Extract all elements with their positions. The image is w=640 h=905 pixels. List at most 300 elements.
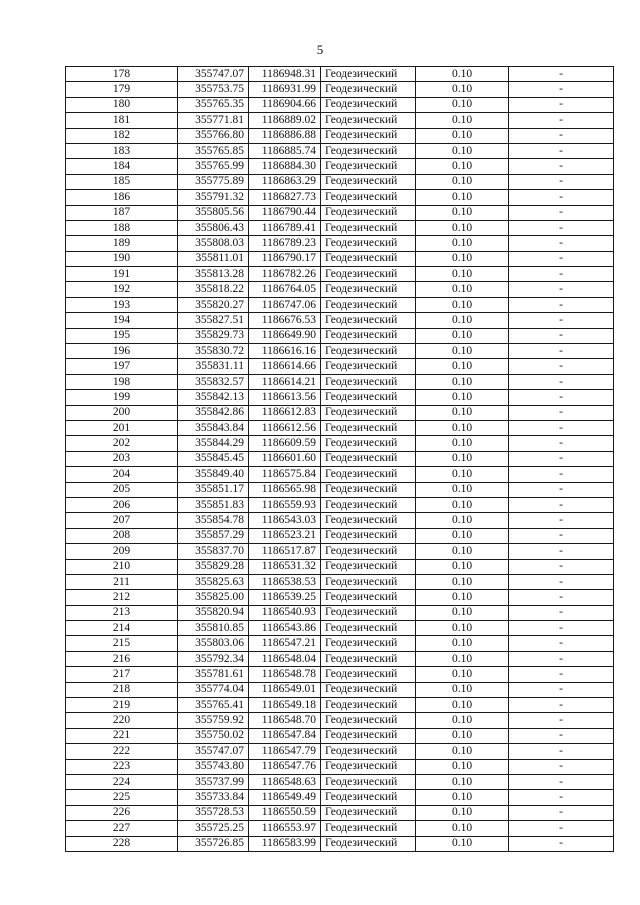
point-number-cell: 207 (66, 513, 178, 528)
table-row (66, 528, 614, 543)
coordinate-y-cell: 1186649.90 (249, 328, 321, 343)
method-cell: Геодезический (321, 574, 416, 589)
accuracy-cell: 0.10 (416, 451, 509, 466)
coordinate-x-cell: 355750.02 (178, 728, 249, 743)
point-number-cell: 191 (66, 267, 178, 282)
coordinate-y-cell: 1186538.53 (249, 574, 321, 589)
coordinate-x-cell: 355851.83 (178, 497, 249, 512)
note-cell: - (509, 405, 614, 420)
accuracy-cell: 0.10 (416, 282, 509, 297)
point-number-cell: 208 (66, 528, 178, 543)
note-cell: - (509, 821, 614, 836)
method-cell: Геодезический (321, 744, 416, 759)
coordinate-x-cell: 355737.99 (178, 774, 249, 789)
note-cell: - (509, 651, 614, 666)
accuracy-cell: 0.10 (416, 636, 509, 651)
coordinate-x-cell: 355845.45 (178, 451, 249, 466)
coordinate-x-cell: 355842.86 (178, 405, 249, 420)
coordinate-y-cell: 1186612.56 (249, 420, 321, 435)
coordinate-y-cell: 1186565.98 (249, 482, 321, 497)
accuracy-cell: 0.10 (416, 328, 509, 343)
table-row (66, 544, 614, 559)
table-row (66, 805, 614, 820)
point-number-cell: 226 (66, 805, 178, 820)
note-cell: - (509, 805, 614, 820)
point-number-cell: 203 (66, 451, 178, 466)
point-number-cell: 189 (66, 236, 178, 251)
coordinate-x-cell: 355766.80 (178, 128, 249, 143)
method-cell: Геодезический (321, 390, 416, 405)
note-cell: - (509, 97, 614, 112)
method-cell: Геодезический (321, 267, 416, 282)
point-number-cell: 199 (66, 390, 178, 405)
note-cell: - (509, 528, 614, 543)
table-row (66, 220, 614, 235)
accuracy-cell: 0.10 (416, 528, 509, 543)
note-cell: - (509, 205, 614, 220)
accuracy-cell: 0.10 (416, 82, 509, 97)
note-cell: - (509, 344, 614, 359)
coordinate-x-cell: 355810.85 (178, 621, 249, 636)
point-number-cell: 185 (66, 174, 178, 189)
point-number-cell: 219 (66, 698, 178, 713)
point-number-cell: 225 (66, 790, 178, 805)
table-row (66, 667, 614, 682)
coordinate-y-cell: 1186548.04 (249, 651, 321, 666)
accuracy-cell: 0.10 (416, 159, 509, 174)
point-number-cell: 179 (66, 82, 178, 97)
point-number-cell: 221 (66, 728, 178, 743)
coordinates-table (65, 66, 614, 852)
method-cell: Геодезический (321, 174, 416, 189)
accuracy-cell: 0.10 (416, 805, 509, 820)
accuracy-cell: 0.10 (416, 128, 509, 143)
coordinate-x-cell: 355825.63 (178, 574, 249, 589)
coordinate-y-cell: 1186543.03 (249, 513, 321, 528)
note-cell: - (509, 359, 614, 374)
coordinate-x-cell: 355726.85 (178, 836, 249, 851)
coordinate-y-cell: 1186614.66 (249, 359, 321, 374)
accuracy-cell: 0.10 (416, 513, 509, 528)
coordinate-x-cell: 355765.41 (178, 698, 249, 713)
table-row (66, 482, 614, 497)
accuracy-cell: 0.10 (416, 143, 509, 158)
method-cell: Геодезический (321, 636, 416, 651)
accuracy-cell: 0.10 (416, 467, 509, 482)
note-cell: - (509, 67, 614, 82)
table-row (66, 605, 614, 620)
method-cell: Геодезический (321, 559, 416, 574)
coordinate-x-cell: 355747.07 (178, 744, 249, 759)
point-number-cell: 195 (66, 328, 178, 343)
coordinate-y-cell: 1186549.18 (249, 698, 321, 713)
table-row (66, 128, 614, 143)
accuracy-cell: 0.10 (416, 405, 509, 420)
point-number-cell: 201 (66, 420, 178, 435)
table-row (66, 451, 614, 466)
accuracy-cell: 0.10 (416, 544, 509, 559)
point-number-cell: 187 (66, 205, 178, 220)
method-cell: Геодезический (321, 282, 416, 297)
note-cell: - (509, 744, 614, 759)
coordinate-y-cell: 1186531.32 (249, 559, 321, 574)
point-number-cell: 188 (66, 220, 178, 235)
coordinate-x-cell: 355803.06 (178, 636, 249, 651)
point-number-cell: 194 (66, 313, 178, 328)
method-cell: Геодезический (321, 359, 416, 374)
note-cell: - (509, 774, 614, 789)
coordinate-y-cell: 1186549.01 (249, 682, 321, 697)
note-cell: - (509, 574, 614, 589)
accuracy-cell: 0.10 (416, 621, 509, 636)
coordinate-y-cell: 1186747.06 (249, 297, 321, 312)
point-number-cell: 190 (66, 251, 178, 266)
coordinate-y-cell: 1186548.78 (249, 667, 321, 682)
accuracy-cell: 0.10 (416, 267, 509, 282)
point-number-cell: 214 (66, 621, 178, 636)
point-number-cell: 198 (66, 374, 178, 389)
coordinate-x-cell: 355825.00 (178, 590, 249, 605)
note-cell: - (509, 159, 614, 174)
method-cell: Геодезический (321, 236, 416, 251)
coordinate-x-cell: 355775.89 (178, 174, 249, 189)
coordinate-x-cell: 355747.07 (178, 67, 249, 82)
accuracy-cell: 0.10 (416, 190, 509, 205)
table-row (66, 759, 614, 774)
note-cell: - (509, 497, 614, 512)
accuracy-cell: 0.10 (416, 390, 509, 405)
point-number-cell: 202 (66, 436, 178, 451)
method-cell: Геодезический (321, 328, 416, 343)
method-cell: Геодезический (321, 497, 416, 512)
note-cell: - (509, 713, 614, 728)
note-cell: - (509, 297, 614, 312)
coordinate-y-cell: 1186575.84 (249, 467, 321, 482)
point-number-cell: 180 (66, 97, 178, 112)
method-cell: Геодезический (321, 698, 416, 713)
coordinate-x-cell: 355820.27 (178, 297, 249, 312)
coordinate-y-cell: 1186559.93 (249, 497, 321, 512)
coordinate-x-cell: 355820.94 (178, 605, 249, 620)
coordinate-y-cell: 1186550.59 (249, 805, 321, 820)
table-row (66, 651, 614, 666)
accuracy-cell: 0.10 (416, 821, 509, 836)
coordinate-x-cell: 355830.72 (178, 344, 249, 359)
method-cell: Геодезический (321, 374, 416, 389)
coordinate-y-cell: 1186539.25 (249, 590, 321, 605)
point-number-cell: 196 (66, 344, 178, 359)
coordinate-x-cell: 355743.80 (178, 759, 249, 774)
table-row (66, 728, 614, 743)
method-cell: Геодезический (321, 682, 416, 697)
coordinate-y-cell: 1186553.97 (249, 821, 321, 836)
accuracy-cell: 0.10 (416, 374, 509, 389)
method-cell: Геодезический (321, 82, 416, 97)
table-row (66, 420, 614, 435)
coordinate-x-cell: 355854.78 (178, 513, 249, 528)
table-row (66, 467, 614, 482)
note-cell: - (509, 282, 614, 297)
coordinate-y-cell: 1186540.93 (249, 605, 321, 620)
method-cell: Геодезический (321, 836, 416, 851)
accuracy-cell: 0.10 (416, 251, 509, 266)
coordinate-y-cell: 1186886.88 (249, 128, 321, 143)
coordinates-table-body (66, 67, 614, 852)
point-number-cell: 211 (66, 574, 178, 589)
accuracy-cell: 0.10 (416, 113, 509, 128)
note-cell: - (509, 267, 614, 282)
point-number-cell: 228 (66, 836, 178, 851)
point-number-cell: 223 (66, 759, 178, 774)
note-cell: - (509, 759, 614, 774)
table-row (66, 713, 614, 728)
accuracy-cell: 0.10 (416, 713, 509, 728)
accuracy-cell: 0.10 (416, 482, 509, 497)
accuracy-cell: 0.10 (416, 559, 509, 574)
coordinate-x-cell: 355851.17 (178, 482, 249, 497)
coordinate-x-cell: 355765.99 (178, 159, 249, 174)
accuracy-cell: 0.10 (416, 205, 509, 220)
table-row (66, 744, 614, 759)
coordinate-x-cell: 355725.25 (178, 821, 249, 836)
page-number: 5 (316, 42, 324, 57)
accuracy-cell: 0.10 (416, 420, 509, 435)
point-number-cell: 220 (66, 713, 178, 728)
note-cell: - (509, 605, 614, 620)
accuracy-cell: 0.10 (416, 667, 509, 682)
accuracy-cell: 0.10 (416, 344, 509, 359)
point-number-cell: 206 (66, 497, 178, 512)
table-row (66, 97, 614, 112)
coordinate-x-cell: 355818.22 (178, 282, 249, 297)
note-cell: - (509, 513, 614, 528)
note-cell: - (509, 728, 614, 743)
accuracy-cell: 0.10 (416, 774, 509, 789)
coordinate-y-cell: 1186789.41 (249, 220, 321, 235)
note-cell: - (509, 790, 614, 805)
coordinate-y-cell: 1186764.05 (249, 282, 321, 297)
table-row (66, 621, 614, 636)
method-cell: Геодезический (321, 728, 416, 743)
table-row (66, 821, 614, 836)
coordinate-y-cell: 1186612.83 (249, 405, 321, 420)
coordinate-x-cell: 355765.35 (178, 97, 249, 112)
table-row (66, 574, 614, 589)
coordinate-y-cell: 1186782.26 (249, 267, 321, 282)
note-cell: - (509, 220, 614, 235)
accuracy-cell: 0.10 (416, 574, 509, 589)
point-number-cell: 217 (66, 667, 178, 682)
note-cell: - (509, 467, 614, 482)
table-row (66, 190, 614, 205)
method-cell: Геодезический (321, 805, 416, 820)
table-row (66, 836, 614, 851)
note-cell: - (509, 82, 614, 97)
note-cell: - (509, 482, 614, 497)
coordinate-x-cell: 355733.84 (178, 790, 249, 805)
coordinate-y-cell: 1186609.59 (249, 436, 321, 451)
coordinate-y-cell: 1186583.99 (249, 836, 321, 851)
table-row (66, 159, 614, 174)
point-number-cell: 210 (66, 559, 178, 574)
accuracy-cell: 0.10 (416, 698, 509, 713)
accuracy-cell: 0.10 (416, 759, 509, 774)
method-cell: Геодезический (321, 651, 416, 666)
table-row (66, 297, 614, 312)
note-cell: - (509, 636, 614, 651)
coordinate-x-cell: 355759.92 (178, 713, 249, 728)
accuracy-cell: 0.10 (416, 682, 509, 697)
coordinate-y-cell: 1186931.99 (249, 82, 321, 97)
method-cell: Геодезический (321, 482, 416, 497)
table-row (66, 682, 614, 697)
table-row (66, 82, 614, 97)
coordinate-y-cell: 1186547.21 (249, 636, 321, 651)
method-cell: Геодезический (321, 97, 416, 112)
method-cell: Геодезический (321, 759, 416, 774)
coordinate-y-cell: 1186547.76 (249, 759, 321, 774)
accuracy-cell: 0.10 (416, 297, 509, 312)
coordinate-y-cell: 1186517.87 (249, 544, 321, 559)
point-number-cell: 212 (66, 590, 178, 605)
table-row (66, 359, 614, 374)
table-row (66, 236, 614, 251)
method-cell: Геодезический (321, 251, 416, 266)
coordinate-y-cell: 1186601.60 (249, 451, 321, 466)
point-number-cell: 222 (66, 744, 178, 759)
method-cell: Геодезический (321, 451, 416, 466)
table-row (66, 497, 614, 512)
accuracy-cell: 0.10 (416, 313, 509, 328)
method-cell: Геодезический (321, 220, 416, 235)
method-cell: Геодезический (321, 605, 416, 620)
point-number-cell: 216 (66, 651, 178, 666)
method-cell: Геодезический (321, 667, 416, 682)
coordinate-y-cell: 1186547.79 (249, 744, 321, 759)
table-row (66, 328, 614, 343)
coordinate-x-cell: 355774.04 (178, 682, 249, 697)
coordinate-y-cell: 1186548.70 (249, 713, 321, 728)
method-cell: Геодезический (321, 821, 416, 836)
note-cell: - (509, 420, 614, 435)
method-cell: Геодезический (321, 420, 416, 435)
note-cell: - (509, 621, 614, 636)
coordinate-y-cell: 1186616.16 (249, 344, 321, 359)
note-cell: - (509, 682, 614, 697)
table-row (66, 282, 614, 297)
point-number-cell: 227 (66, 821, 178, 836)
accuracy-cell: 0.10 (416, 605, 509, 620)
coordinate-x-cell: 355827.51 (178, 313, 249, 328)
note-cell: - (509, 559, 614, 574)
accuracy-cell: 0.10 (416, 67, 509, 82)
accuracy-cell: 0.10 (416, 651, 509, 666)
note-cell: - (509, 113, 614, 128)
coordinate-x-cell: 355831.11 (178, 359, 249, 374)
note-cell: - (509, 251, 614, 266)
note-cell: - (509, 374, 614, 389)
coordinate-x-cell: 355805.56 (178, 205, 249, 220)
point-number-cell: 183 (66, 143, 178, 158)
accuracy-cell: 0.10 (416, 497, 509, 512)
method-cell: Геодезический (321, 205, 416, 220)
method-cell: Геодезический (321, 713, 416, 728)
note-cell: - (509, 836, 614, 851)
coordinate-y-cell: 1186889.02 (249, 113, 321, 128)
table-row (66, 636, 614, 651)
accuracy-cell: 0.10 (416, 790, 509, 805)
coordinate-x-cell: 355806.43 (178, 220, 249, 235)
coordinate-y-cell: 1186790.44 (249, 205, 321, 220)
coordinate-y-cell: 1186614.21 (249, 374, 321, 389)
point-number-cell: 182 (66, 128, 178, 143)
method-cell: Геодезический (321, 143, 416, 158)
point-number-cell: 205 (66, 482, 178, 497)
coordinate-y-cell: 1186827.73 (249, 190, 321, 205)
coordinate-y-cell: 1186613.56 (249, 390, 321, 405)
table-row (66, 313, 614, 328)
coordinate-x-cell: 355728.53 (178, 805, 249, 820)
method-cell: Геодезический (321, 113, 416, 128)
coordinate-x-cell: 355857.29 (178, 528, 249, 543)
accuracy-cell: 0.10 (416, 744, 509, 759)
method-cell: Геодезический (321, 190, 416, 205)
note-cell: - (509, 143, 614, 158)
coordinate-y-cell: 1186543.86 (249, 621, 321, 636)
coordinate-y-cell: 1186523.21 (249, 528, 321, 543)
note-cell: - (509, 190, 614, 205)
coordinate-x-cell: 355832.57 (178, 374, 249, 389)
note-cell: - (509, 128, 614, 143)
coordinate-y-cell: 1186548.63 (249, 774, 321, 789)
note-cell: - (509, 667, 614, 682)
method-cell: Геодезический (321, 774, 416, 789)
method-cell: Геодезический (321, 544, 416, 559)
table-row (66, 790, 614, 805)
table-row (66, 374, 614, 389)
table-row (66, 390, 614, 405)
method-cell: Геодезический (321, 67, 416, 82)
coordinate-x-cell: 355829.28 (178, 559, 249, 574)
coordinate-x-cell: 355843.84 (178, 420, 249, 435)
accuracy-cell: 0.10 (416, 220, 509, 235)
point-number-cell: 181 (66, 113, 178, 128)
coordinate-x-cell: 355842.13 (178, 390, 249, 405)
method-cell: Геодезический (321, 405, 416, 420)
method-cell: Геодезический (321, 344, 416, 359)
coordinate-x-cell: 355765.85 (178, 143, 249, 158)
coordinate-y-cell: 1186863.29 (249, 174, 321, 189)
table-row (66, 344, 614, 359)
accuracy-cell: 0.10 (416, 590, 509, 605)
accuracy-cell: 0.10 (416, 728, 509, 743)
point-number-cell: 192 (66, 282, 178, 297)
table-row (66, 774, 614, 789)
method-cell: Геодезический (321, 467, 416, 482)
accuracy-cell: 0.10 (416, 97, 509, 112)
point-number-cell: 186 (66, 190, 178, 205)
accuracy-cell: 0.10 (416, 236, 509, 251)
note-cell: - (509, 236, 614, 251)
point-number-cell: 224 (66, 774, 178, 789)
note-cell: - (509, 328, 614, 343)
table-row (66, 67, 614, 82)
coordinate-x-cell: 355792.34 (178, 651, 249, 666)
method-cell: Геодезический (321, 297, 416, 312)
accuracy-cell: 0.10 (416, 174, 509, 189)
point-number-cell: 213 (66, 605, 178, 620)
coordinate-x-cell: 355837.70 (178, 544, 249, 559)
